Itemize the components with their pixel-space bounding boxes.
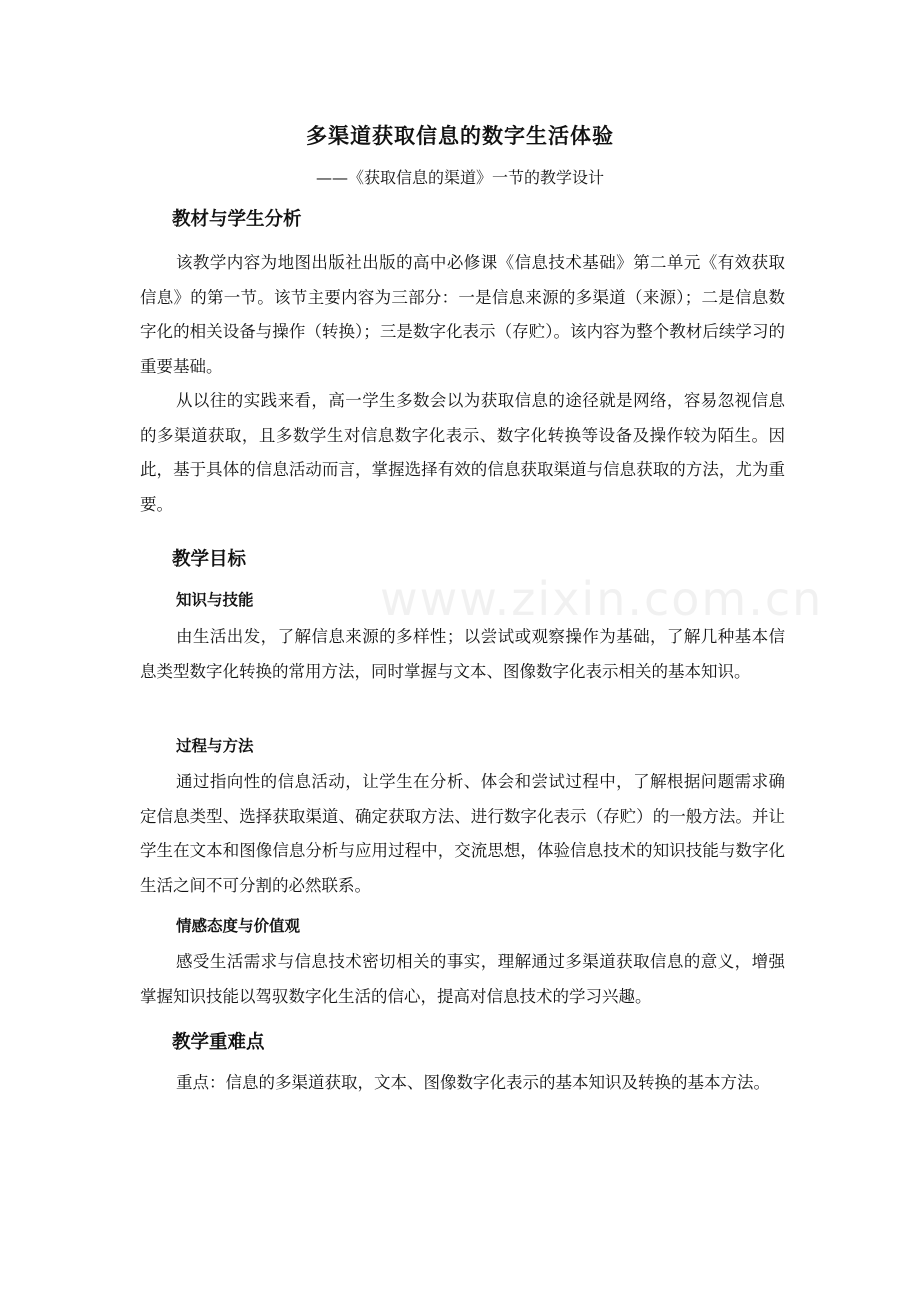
process-paragraph: 通过指向性的信息活动，让学生在分析、体会和尝试过程中，了解根据问题需求确定信息类型、选择获取渠道、确定获取方法、进行数字化表示（存贮）的一般方法。并让学生在文本和图像信息分析与应用过程中，交流思想，体验信息技术的知识技能与数字化生活之间不可分割的必然联系。 <box>140 772 785 895</box>
section-heading-goals: 教学目标 <box>172 549 247 570</box>
subheading-process: 过程与方法 <box>176 737 254 755</box>
subheading-knowledge: 知识与技能 <box>176 591 254 609</box>
document-title: 多渠道获取信息的数字生活体验 <box>306 124 614 148</box>
section-heading-key-points: 教学重难点 <box>172 1032 265 1053</box>
subheading-emotion: 情感态度与价值观 <box>176 917 301 935</box>
knowledge-paragraph: 由生活出发，了解信息来源的多样性；以尝试或观察操作为基础，了解几种基本信息类型数字化转换的常用方法，同时掌握与文本、图像数字化表示相关的基本知识。 <box>140 627 785 681</box>
key-points-paragraph: 重点：信息的多渠道获取，文本、图像数字化表示的基本知识及转换的基本方法。 <box>176 1073 770 1092</box>
analysis-paragraph-2: 从以往的实践来看，高一学生多数会以为获取信息的途径就是网络，容易忽视信息的多渠道获取，且多数学生对信息数字化表示、数字化转换等设备及操作较为陌生。因此，基于具体的信息活动而言，掌握选择有效的信息获取渠道与信息获取的方法，尤为重要。 <box>140 391 785 514</box>
section-heading-analysis: 教材与学生分析 <box>172 209 302 230</box>
emotion-paragraph: 感受生活需求与信息技术密切相关的事实，理解通过多渠道获取信息的意义，增强掌握知识技能以驾驭数字化生活的信心，提高对信息技术的学习兴趣。 <box>140 952 785 1006</box>
analysis-paragraph-1: 该教学内容为地图出版社出版的高中必修课《信息技术基础》第二单元《有效获取信息》的第一节。该节主要内容为三部分：一是信息来源的多渠道（来源）；二是信息数字化的相关设备与操作（转换）；三是数字化表示（存贮）。该内容为整个教材后续学习的重要基础。 <box>140 253 785 376</box>
watermark: www.zixin.com.cn <box>380 572 824 626</box>
document-subtitle: ——《获取信息的渠道》一节的教学设计 <box>315 168 604 187</box>
